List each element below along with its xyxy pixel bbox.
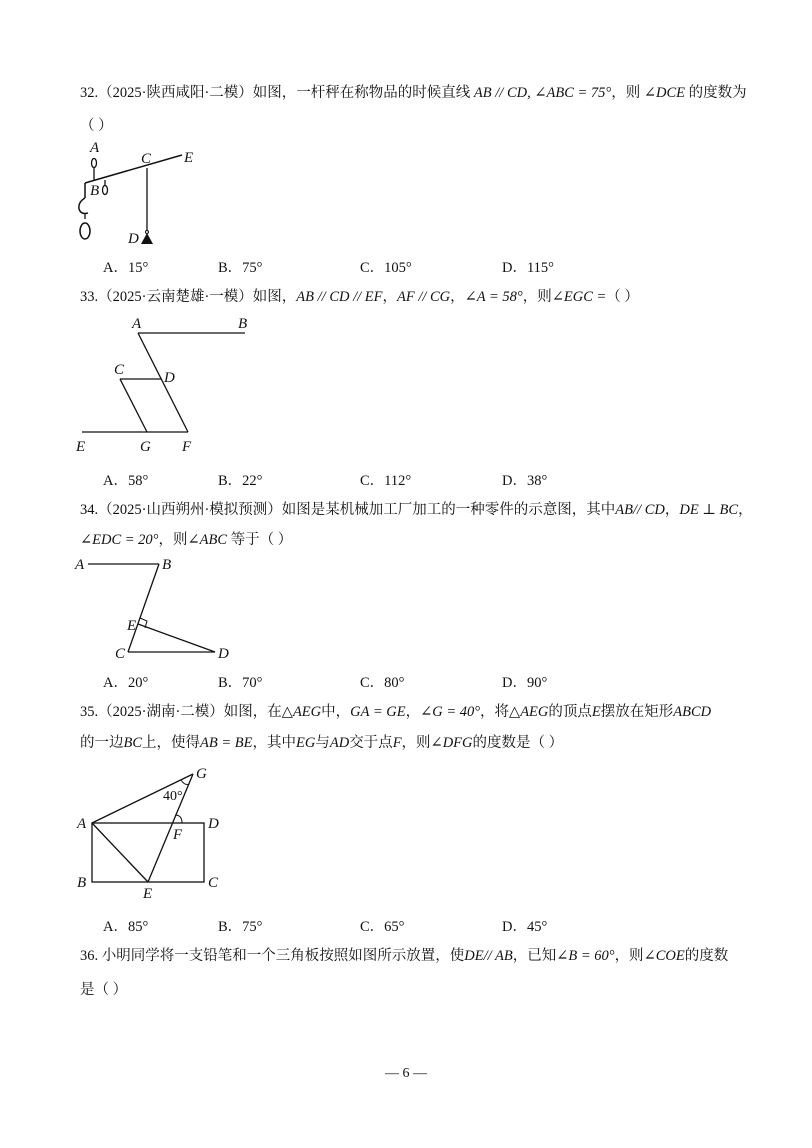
q36-number: 36. xyxy=(80,948,99,964)
q35-t5: 摆放在矩形 xyxy=(600,704,674,720)
q35-math-5: E xyxy=(591,704,601,720)
q33-option-a[interactable]: A．58° xyxy=(103,473,149,489)
q34-option-a[interactable]: A．20° xyxy=(103,675,149,691)
footer-dash-right: — xyxy=(413,1066,427,1081)
q32-stem-line1 xyxy=(80,83,747,103)
q35-math-12: ∠DFG xyxy=(430,735,473,751)
q32-ring-b xyxy=(103,186,108,195)
q35-l2b: 上，使得 xyxy=(142,735,201,751)
q34-math-2: DE ⊥ BC xyxy=(679,502,739,518)
q35-t4: 的顶点 xyxy=(548,704,592,720)
q33-label-c: C xyxy=(114,362,125,378)
q33-option-d[interactable]: D．38° xyxy=(502,473,548,489)
q34-text: 如图是某机械加工厂加工的一种零件的示意图，其中 xyxy=(281,502,616,518)
q35-source: （2025·湖南·二模） xyxy=(98,704,224,720)
q35-number: 35. xyxy=(80,704,99,720)
q35-math-10: AD xyxy=(329,735,350,751)
q35-stem-line2 xyxy=(80,733,563,753)
q32-hook xyxy=(79,198,88,214)
q36-t3: 的度数 xyxy=(684,948,729,964)
q35-option-d[interactable]: D．45° xyxy=(502,919,548,935)
q36-math-2: ∠B = 60° xyxy=(556,948,615,964)
q33-label-d: D xyxy=(164,370,175,386)
q35-t1: 中， xyxy=(321,704,351,720)
q34-stem-line2 xyxy=(80,530,292,550)
q33-label-g: G xyxy=(140,439,151,455)
q32-option-d[interactable]: D．115° xyxy=(502,260,554,276)
q34-line-de xyxy=(138,624,215,652)
q35-l2d: 与 xyxy=(315,735,330,751)
q32-ring-a xyxy=(92,159,97,168)
q35-answer-blank: 的度数是（ ） xyxy=(472,735,564,751)
q35-label-a: A xyxy=(77,816,87,832)
q32-math: AB // CD, ∠ABC = 75° xyxy=(473,85,612,101)
q34-stem-line1 xyxy=(80,500,753,520)
q33-line-af xyxy=(138,333,188,432)
q33-answer-blank: （ ） xyxy=(606,289,639,305)
q32-source: （2025·陕西咸阳·二模） xyxy=(98,85,253,101)
q33-math-2: AF // CG xyxy=(396,289,451,305)
q34-label-b: B xyxy=(162,557,172,573)
q34-option-b[interactable]: B．70° xyxy=(218,675,263,691)
q32-text-b: ，则 xyxy=(611,85,641,101)
q33-label-b: B xyxy=(238,316,248,332)
q35-angle-label: 40° xyxy=(163,789,183,804)
q35-label-b: B xyxy=(77,875,87,891)
page-footer xyxy=(0,1066,812,1082)
q34-sep-1: ， xyxy=(664,502,680,518)
q35-angle-arc-g xyxy=(181,780,189,785)
q32-label-e: E xyxy=(184,150,194,166)
q33-source: （2025·云南楚雄·一模） xyxy=(98,289,253,305)
q34-text-b: ，则 xyxy=(158,532,188,548)
q35-label-e: E xyxy=(143,886,153,902)
q33-option-c[interactable]: C．112° xyxy=(360,473,412,489)
q35-l2f: ，则 xyxy=(401,735,431,751)
q32-counterweight xyxy=(141,233,153,244)
q34-option-c[interactable]: C．80° xyxy=(360,675,405,691)
q35-stem-line1 xyxy=(80,702,711,722)
q35-l2e: 交于点 xyxy=(349,735,393,751)
q33-math-1: AB // CD // EF xyxy=(296,289,383,305)
q36-t2: ，则 xyxy=(614,948,644,964)
q34-answer-blank: 等于（ ） xyxy=(230,532,293,548)
q35-t2: ， xyxy=(405,704,421,720)
q33-number: 33. xyxy=(80,289,99,305)
q33-text: 如图， xyxy=(252,289,297,305)
q32-text-c: 的度数为 xyxy=(688,85,747,101)
q35-figure xyxy=(70,755,250,900)
q32-figure xyxy=(70,140,220,250)
q32-lever-line xyxy=(85,155,182,183)
q32-text: 如图，一杆秤在称物品的时候直线 xyxy=(252,85,471,101)
q36-answer-blank: 是（ ） xyxy=(80,982,128,998)
q35-math-11: F xyxy=(392,735,402,751)
q35-math-3: ∠G = 40° xyxy=(420,704,481,720)
q35-label-c: C xyxy=(208,875,219,891)
q33-label-a: A xyxy=(132,316,142,332)
q34-label-c: C xyxy=(115,646,126,662)
q33-label-f: F xyxy=(182,439,192,455)
q33-sep-1: ， xyxy=(382,289,397,305)
q36-math-3: ∠COE xyxy=(643,948,685,964)
q33-option-b[interactable]: B．22° xyxy=(218,473,263,489)
q35-l2a: 的一边 xyxy=(80,735,124,751)
q35-option-c[interactable]: C．65° xyxy=(360,919,405,935)
q35-label-f: F xyxy=(173,827,183,843)
footer-dash-left: — xyxy=(385,1066,399,1081)
q34-source: （2025·山西朔州·模拟预测） xyxy=(98,502,282,518)
q33-figure xyxy=(70,310,270,460)
q32-weight xyxy=(80,223,90,239)
q32-label-a: A xyxy=(90,140,100,156)
q35-math-2: GA = GE xyxy=(350,704,406,720)
q33-math-3: ∠A = 58° xyxy=(464,289,523,305)
q34-label-a: A xyxy=(75,557,85,573)
q35-label-g: G xyxy=(196,766,207,782)
q34-math-3: ∠EDC = 20° xyxy=(80,532,159,548)
q33-line-cg xyxy=(120,379,147,432)
q35-option-a[interactable]: A．85° xyxy=(103,919,149,935)
q36-stem-line1 xyxy=(80,946,728,966)
q35-math-8: AB = BE xyxy=(200,735,253,751)
q32-option-b[interactable]: B．75° xyxy=(218,260,263,276)
q35-math-6: ABCD xyxy=(673,704,712,720)
page-number: 6 xyxy=(402,1066,410,1081)
q32-label-d: D xyxy=(128,231,139,247)
q36-text: 小明同学将一支铅笔和一个三角板按照如图所示放置，使 xyxy=(101,948,465,964)
q32-label-b: B xyxy=(90,183,100,199)
q35-math-7: BC xyxy=(123,735,143,751)
q34-label-e: E xyxy=(127,618,137,634)
q32-option-a[interactable]: A．15° xyxy=(103,260,149,276)
q34-option-d[interactable]: D．90° xyxy=(502,675,548,691)
q33-stem-line1 xyxy=(80,287,639,307)
q35-t3: ，将 xyxy=(480,704,510,720)
q32-number: 32. xyxy=(80,85,99,101)
q33-text-b: ，则 xyxy=(522,289,552,305)
q33-math-4: ∠EGC = xyxy=(551,289,607,305)
q34-math-1: AB// CD xyxy=(615,502,665,518)
q34-line-bc xyxy=(128,564,159,652)
q34-math-4: ∠ABC xyxy=(187,532,228,548)
q35-l2c: ，其中 xyxy=(252,735,296,751)
q35-text: 如图，在 xyxy=(223,704,282,720)
q36-t1: ，已知 xyxy=(512,948,557,964)
q35-label-d: D xyxy=(208,816,219,832)
q32-label-c: C xyxy=(141,151,152,167)
q32-option-c[interactable]: C．105° xyxy=(360,260,412,276)
q35-math-9: EG xyxy=(296,735,316,751)
q32-answer-blank: （ ） xyxy=(80,118,113,134)
q36-math-1: DE// AB xyxy=(464,948,513,964)
q35-rectangle-abcd xyxy=(92,823,204,882)
q35-math-1: △AEG xyxy=(281,704,322,720)
q35-option-b[interactable]: B．75° xyxy=(218,919,263,935)
q34-label-d: D xyxy=(218,646,229,662)
q33-sep-2: ， xyxy=(450,289,465,305)
q35-line-ae xyxy=(92,823,148,882)
q34-figure xyxy=(70,550,250,665)
q34-sep-2: ， xyxy=(738,502,753,518)
q35-math-4: △AEG xyxy=(509,704,549,720)
q32-math-b: ∠DCE xyxy=(643,85,685,101)
q33-label-e: E xyxy=(76,439,86,455)
q34-number: 34. xyxy=(80,502,99,518)
